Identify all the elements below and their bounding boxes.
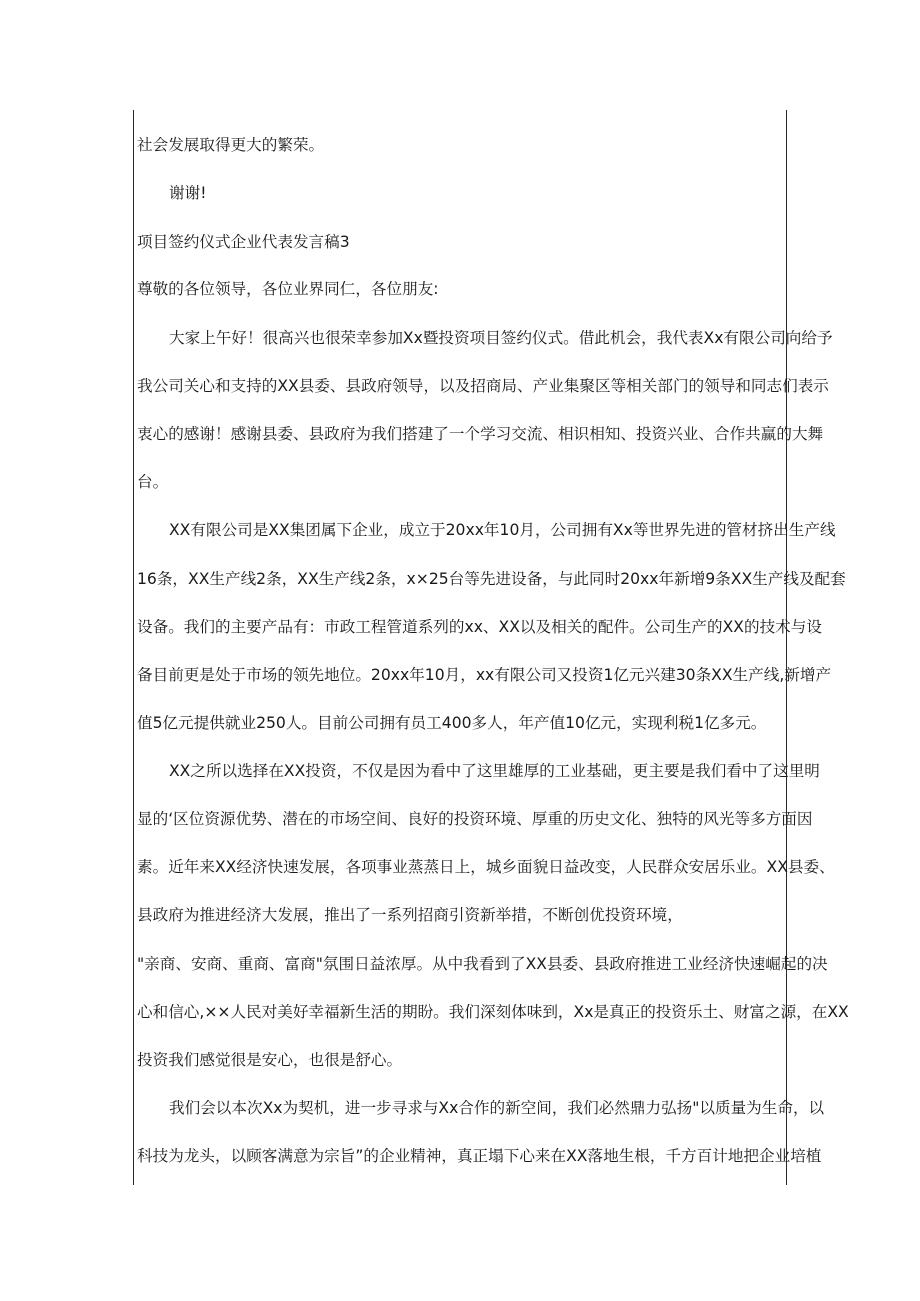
salutation: 尊敬的各位领导，各位业界同仁，各位朋友: <box>137 280 439 298</box>
page-frame <box>133 110 787 1185</box>
paragraph-line: "亲商、安商、重商、富商"氛围日益浓厚。从中我看到了XX县委、县政府推进工业经济快速崛起的决 <box>137 955 828 973</box>
paragraph-line: 大家上午好！很高兴也很荣幸参加Xx暨投资项目签约仪式。借此机会，我代表Xx有限公司向给予 <box>169 329 833 347</box>
paragraph-line: XX之所以选择在XX投资，不仅是因为看中了这里雄厚的工业基础，更主要是我们看中了这里明 <box>169 762 820 780</box>
paragraph-line: 设备。我们的主要产品有：市政工程管道系列的xx、XX以及相关的配件。公司生产的XX的技术与设 <box>137 618 822 636</box>
paragraph-line: 值5亿元提供就业250人。目前公司拥有员工400多人，年产值10亿元，实现利税1亿多元。 <box>137 714 767 732</box>
paragraph-line: XX有限公司是XX集团属下企业，成立于20xx年10月，公司拥有Xx等世界先进的管材挤出生产线 <box>169 521 836 539</box>
paragraph-line: 台。 <box>137 473 169 491</box>
paragraph-line: 衷心的感谢！感谢县委、县政府为我们搭建了一个学习交流、相识相知、投资兴业、合作共赢的大舞 <box>137 425 824 443</box>
paragraph-line: 科技为龙头，以顾客满意为宗旨”的企业精神，真正塌下心来在XX落地生根，千方百计地把企业培植 <box>137 1147 822 1165</box>
paragraph-line: 显的‘区位资源优势、潜在的市场空间、良好的投资环境、厚重的历史文化、独特的风光等多方面因 <box>137 810 813 828</box>
paragraph-line: 16条，XX生产线2条，XX生产线2条，x×25台等先进设备，与此同时20xx年新增9条XX生产线及配套 <box>137 570 846 588</box>
paragraph-line: 心和信心,××人民对美好幸福新生活的期盼。我们深刻体味到，Xx是真正的投资乐土、财富之源，在XX <box>137 1003 849 1021</box>
paragraph-line: 投资我们感觉很是安心，也很是舒心。 <box>137 1051 403 1069</box>
paragraph-line: 县政府为推进经济大发展，推出了一系列招商引资新举措，不断创优投资环境， <box>137 906 683 924</box>
paragraph-line: 备目前更是处于市场的领先地位。20xx年10月，xx有限公司又投资1亿元兴建30条XX生产线,新增产 <box>137 666 832 684</box>
paragraph-line: 素。近年来XX经济快速发展，各项事业蒸蒸日上，城乡面貌日益改变，人民群众安居乐业。XX县委、 <box>137 858 835 876</box>
paragraph-line: 我公司关心和支持的XX县委、县政府领导，以及招商局、产业集聚区等相关部门的领导和同志们表示 <box>137 377 829 395</box>
thanks-line: 谢谢! <box>169 184 207 202</box>
paragraph-line: 我们会以本次Xx为契机，进一步寻求与Xx合作的新空间，我们必然鼎力弘扬"以质量为生命，以 <box>169 1099 825 1117</box>
section-heading: 项目签约仪式企业代表发言稿3 <box>137 233 350 251</box>
paragraph-line: 社会发展取得更大的繁荣。 <box>137 136 325 154</box>
